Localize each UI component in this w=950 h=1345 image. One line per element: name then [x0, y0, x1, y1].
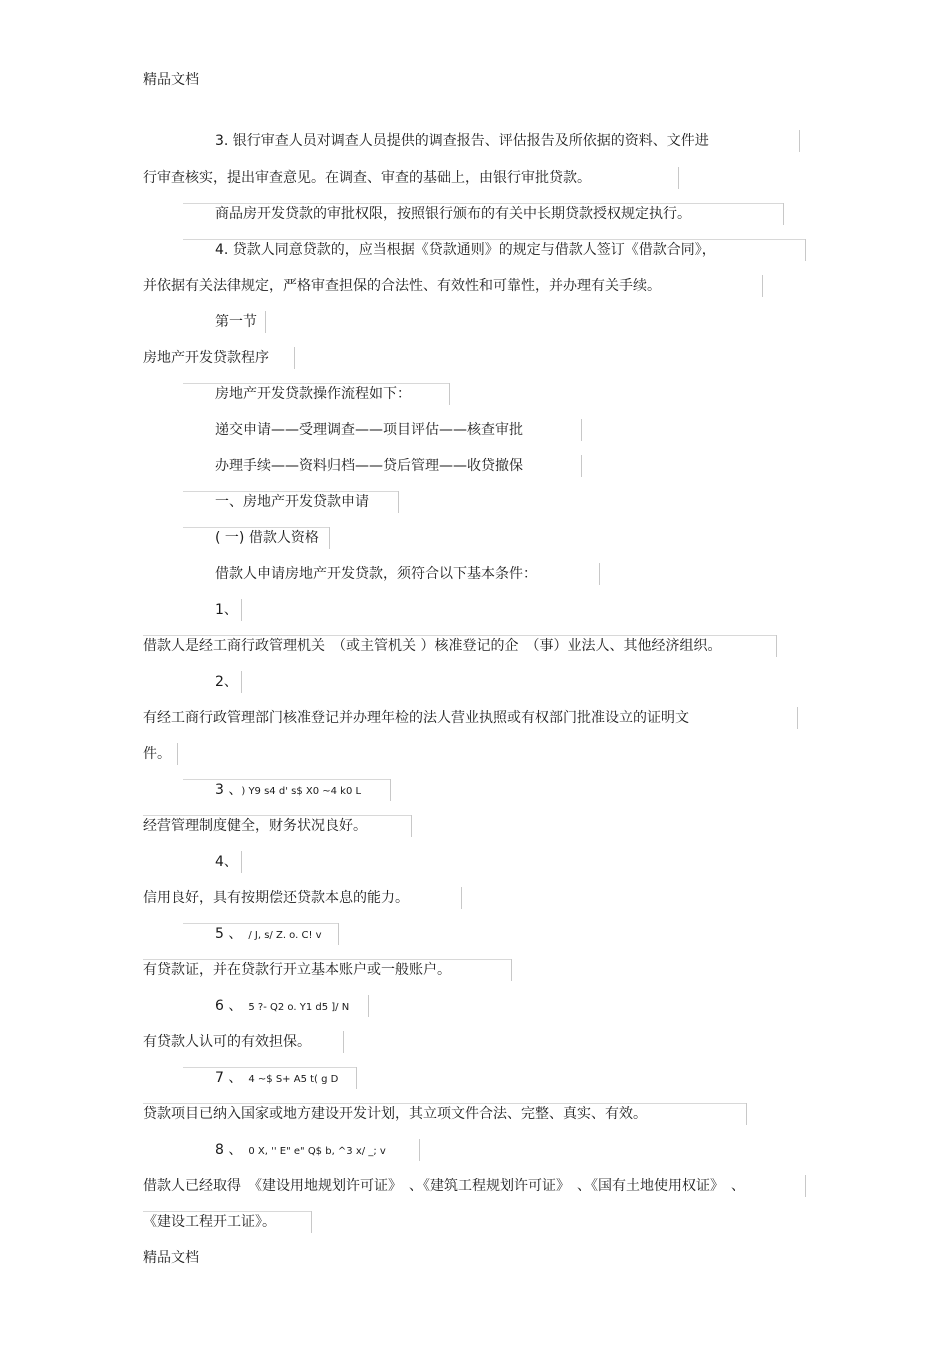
divider: [343, 1031, 344, 1053]
paragraph-line: 有贷款证，并在贷款行开立基本账户或一般账户。: [143, 962, 451, 978]
divider: [783, 203, 784, 225]
divider: [143, 959, 511, 960]
divider: [678, 167, 679, 189]
divider: [581, 455, 582, 477]
divider: [183, 491, 398, 492]
divider: [241, 599, 242, 621]
paragraph-line: 件。: [143, 746, 171, 762]
divider: [368, 995, 369, 1017]
divider: [294, 347, 295, 369]
item-number: 4、: [215, 854, 238, 870]
paragraph-line: 3. 银行审查人员对调查人员提供的调查报告、评估报告及所依据的资料、文件进: [215, 133, 709, 149]
divider: [419, 1139, 420, 1161]
garbled-text: 4 ~$ S+ A5 t( g D: [248, 1074, 339, 1085]
divider: [143, 815, 411, 816]
divider: [776, 635, 777, 657]
divider: [265, 311, 266, 333]
item-number: 2、: [215, 674, 238, 690]
divider: [241, 671, 242, 693]
section-label: 第一节: [215, 314, 257, 330]
divider: [398, 491, 399, 513]
item-number: 5 、 / J, s/ Z. o. C! v: [215, 926, 322, 942]
divider: [599, 563, 600, 585]
process-flow-line: 递交申请——受理调查——项目评估——核查审批: [215, 422, 523, 438]
paragraph-line: 房地产开发贷款操作流程如下：: [215, 386, 411, 402]
divider: [449, 383, 450, 405]
divider: [329, 527, 330, 549]
divider: [183, 239, 805, 240]
divider: [241, 851, 242, 873]
paragraph-line: 行审查核实，提出审查意见。在调查、审查的基础上，由银行审批贷款。: [143, 170, 591, 186]
divider: [762, 275, 763, 297]
divider: [183, 383, 449, 384]
item-number: 6 、 5 ?- Q2 o. Y1 d5 ]/ N: [215, 998, 350, 1014]
garbled-text: ) Y9 s4 d' s$ X0 ~4 k0 L: [241, 786, 362, 797]
heading-line: 一、房地产开发贷款申请: [215, 494, 369, 510]
divider: [461, 887, 462, 909]
divider: [183, 779, 390, 780]
divider: [183, 923, 338, 924]
divider: [177, 743, 178, 765]
divider: [799, 130, 800, 152]
paragraph-line: 有经工商行政管理部门核准登记并办理年检的法人营业执照或有权部门批准设立的证明文: [143, 710, 689, 726]
paragraph-line: 并依据有关法律规定，严格审查担保的合法性、有效性和可靠性，并办理有关手续。: [143, 278, 661, 294]
paragraph-line: 借款人是经工商行政管理机关 （或主管机关 ）核准登记的企 （事）业法人、其他经济组织。: [143, 638, 722, 654]
divider: [183, 203, 783, 204]
process-flow-line: 办理手续——资料归档——贷后管理——收贷撤保: [215, 458, 523, 474]
paragraph-line: 信用良好，具有按期偿还贷款本息的能力。: [143, 890, 409, 906]
divider: [805, 239, 806, 261]
item-number: 7 、 4 ~$ S+ A5 t( g D: [215, 1070, 339, 1086]
paragraph-line: 4. 贷款人同意贷款的，应当根据《贷款通则》的规定与借款人签订《借款合同》，: [215, 242, 716, 258]
divider: [581, 419, 582, 441]
garbled-text: / J, s/ Z. o. C! v: [248, 930, 322, 941]
divider: [797, 707, 798, 729]
divider: [143, 1103, 746, 1104]
divider: [511, 959, 512, 981]
paragraph-line: 经营管理制度健全，财务状况良好。: [143, 818, 367, 834]
paragraph-line: 贷款项目已纳入国家或地方建设开发计划，其立项文件合法、完整、真实、有效。: [143, 1106, 647, 1122]
divider: [390, 779, 391, 801]
page-footer: 精品文档: [143, 1250, 199, 1266]
paragraph-line: 《建设工程开工证》。: [143, 1214, 276, 1230]
paragraph-line: 商品房开发贷款的审批权限，按照银行颁布的有关中长期贷款授权规定执行。: [215, 206, 691, 222]
paragraph-line: 借款人申请房地产开发贷款，须符合以下基本条件：: [215, 566, 537, 582]
divider: [338, 923, 339, 945]
divider: [143, 1211, 311, 1212]
divider: [805, 1175, 806, 1197]
garbled-text: 0 X, '' E" e" Q$ b, ^3 x/ _; v: [248, 1146, 386, 1157]
divider: [143, 635, 776, 636]
section-title: 房地产开发贷款程序: [143, 350, 269, 366]
item-number: 1、: [215, 602, 238, 618]
subheading-line: ( 一) 借款人资格: [215, 530, 319, 546]
divider: [311, 1211, 312, 1233]
garbled-text: 5 ?- Q2 o. Y1 d5 ]/ N: [248, 1002, 350, 1013]
divider: [746, 1103, 747, 1125]
item-number: 3 、 ) Y9 s4 d' s$ X0 ~4 k0 L: [215, 782, 362, 798]
divider: [411, 815, 412, 837]
page-header: 精品文档: [143, 72, 199, 88]
paragraph-line: 借款人已经取得 《建设用地规划许可证》 、《建筑工程规划许可证》 、《国有土地使用权证》 、: [143, 1178, 745, 1194]
paragraph-line: 有贷款人认可的有效担保。: [143, 1034, 311, 1050]
divider: [356, 1067, 357, 1089]
divider: [183, 527, 330, 528]
divider: [183, 1067, 356, 1068]
item-number: 8 、 0 X, '' E" e" Q$ b, ^3 x/ _; v: [215, 1142, 386, 1158]
